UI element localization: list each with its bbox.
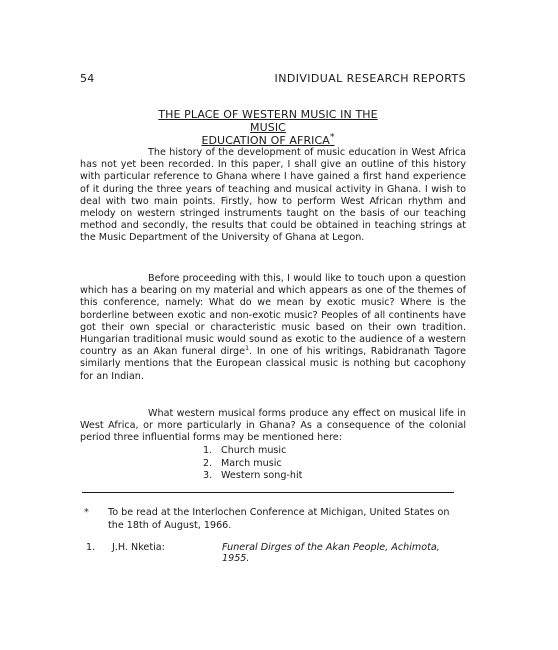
paragraph-3 bbox=[80, 408, 466, 445]
title-line-1: THE PLACE OF WESTERN MUSIC IN THE MUSIC bbox=[158, 108, 378, 134]
running-head: INDIVIDUAL RESEARCH REPORTS bbox=[274, 72, 466, 85]
footnote-1 bbox=[86, 542, 466, 564]
list-item bbox=[203, 470, 302, 483]
list-item bbox=[203, 445, 302, 458]
footnote-divider bbox=[82, 492, 454, 493]
paragraph-1 bbox=[80, 147, 466, 245]
paragraph-2-text-a: Before proceeding with this, I would like to touch upon a question which has a bearing on my material and which appears as one of the themes of this conference, namely: What do we mean by exotic music? Where is the borderline between exotic and non-exotic music? Peoples of all continents have got their own special or characteristic music based on their own tradition. Hungarian traditional music would sound as exotic to the audience of a western country as an Akan funeral dirge bbox=[80, 273, 466, 358]
footnote-star-mark: * bbox=[84, 507, 89, 518]
paragraph-2 bbox=[80, 273, 466, 383]
page-number: 54 bbox=[80, 72, 95, 85]
article-title bbox=[148, 108, 388, 147]
list-item bbox=[203, 458, 302, 471]
paragraph-3-text: What western musical forms produce any effect on musical life in West Africa, or more particularly in Ghana? As a consequence of the colonial period three influential forms may be mentioned here: bbox=[80, 408, 466, 444]
list-item-text: March music bbox=[221, 457, 282, 469]
paragraph-1-text: The history of the development of music education in West Africa has not yet been recorded. In this paper, I shall give an outline of this history with particular reference to Ghana where I have gained a first hand experience of it during the three years of teaching and musical activity in Ghana. I wish to deal with two main points. Firstly, how to perform West African rhythm and melody on western stringed instruments taught on the basis of our teaching method and secondly, the results that could be obtained in teaching strings at the Music Department of the University of Ghana at Legon. bbox=[80, 147, 466, 244]
list-item-text: Western song-hit bbox=[221, 470, 303, 481]
list-item-number: 2. bbox=[203, 457, 213, 469]
forms-list bbox=[203, 445, 302, 483]
footnote-reference-1: 1 bbox=[245, 344, 250, 353]
footnote-star-text: To be read at the Interlochen Conference at Michigan, United States on the 18th of August, 1966. bbox=[108, 507, 450, 531]
footnote-1-author: J.H. Nketia: bbox=[112, 542, 165, 553]
title-line-2-text: EDUCATION OF AFRICA bbox=[201, 134, 330, 147]
title-line-2 bbox=[148, 134, 388, 147]
footnote-1-mark: 1. bbox=[86, 542, 96, 553]
title-footnote-marker: * bbox=[329, 132, 335, 143]
paragraph-2-text-b: . In one of his writings, Rabidranath Tagore similarly mentions that the European classical music is nothing but cacophony for an Indian. bbox=[80, 346, 466, 382]
footnote-star bbox=[84, 506, 456, 532]
list-item-number: 3. bbox=[203, 470, 213, 481]
list-item-text: Church music bbox=[221, 445, 287, 456]
list-item-number: 1. bbox=[203, 445, 213, 456]
footnote-1-source: Funeral Dirges of the Akan People, Achimota, 1955. bbox=[222, 542, 440, 564]
